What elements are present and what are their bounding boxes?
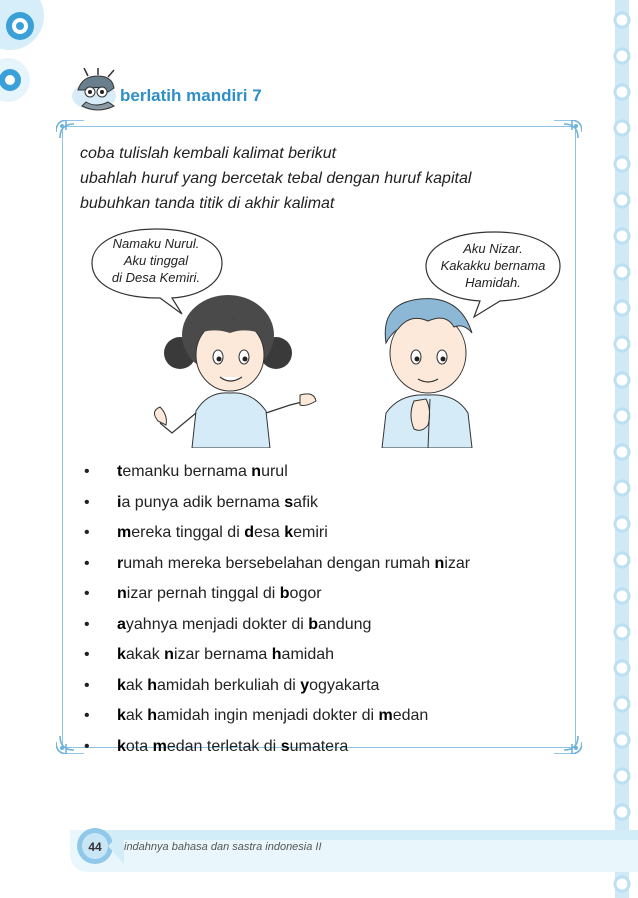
- bold-letter: n: [117, 585, 127, 603]
- bold-letter: a: [117, 615, 126, 633]
- sentence-text: [117, 707, 428, 725]
- bubble-line: Kakakku bernama: [440, 258, 546, 273]
- speech-bubble-left-text: [92, 235, 220, 286]
- children-illustration: [150, 283, 520, 448]
- chain-ring: [615, 121, 629, 135]
- sentence-item: [84, 610, 470, 641]
- bold-letter: r: [117, 554, 124, 572]
- chain-ring: [615, 553, 629, 567]
- bold-letter: m: [117, 524, 132, 542]
- sentence-fragment: ota: [125, 737, 153, 755]
- chain-ring: [615, 85, 629, 99]
- bold-letter: m: [152, 737, 167, 755]
- chain-ring: [615, 301, 629, 315]
- chain-ring: [615, 769, 629, 783]
- bold-letter: t: [117, 463, 123, 481]
- sentence-item: [84, 701, 470, 732]
- sentence-fragment: ogor: [289, 585, 322, 603]
- bold-letter: s: [280, 737, 290, 755]
- chain-ring: [615, 265, 629, 279]
- sentence-text: [117, 524, 328, 542]
- sentence-item: [84, 518, 470, 549]
- sentence-fragment: izar pernah tinggal di: [126, 585, 280, 603]
- instruction-line: coba tulislah kembali kalimat berikut: [80, 145, 337, 162]
- sentence-item: [84, 457, 470, 488]
- bullet-marker: •: [84, 737, 90, 755]
- girl-figure: [154, 295, 316, 448]
- sentence-fragment: afik: [293, 493, 319, 511]
- sentence-fragment: edan: [392, 707, 429, 725]
- bold-letter: m: [378, 707, 393, 725]
- section-title: berlatih mandiri 7: [120, 86, 262, 105]
- sentence-text: [117, 677, 379, 695]
- chain-ring: [615, 517, 629, 531]
- sentence-item: [84, 488, 470, 519]
- corner-decoration: [0, 0, 70, 110]
- sentence-fragment: yahnya menjadi dokter di: [125, 615, 309, 633]
- bold-letter: h: [147, 707, 158, 725]
- bullet-marker: •: [84, 554, 90, 572]
- sentence-fragment: umatera: [289, 737, 349, 755]
- sentence-item: [84, 579, 470, 610]
- chain-ring: [615, 373, 629, 387]
- sentence-fragment: urul: [261, 463, 288, 481]
- sentence-text: [117, 585, 322, 603]
- instruction-line: bubuhkan tanda titik di akhir kalimat: [80, 195, 335, 212]
- sentence-item: [84, 732, 470, 763]
- bubble-line: Aku Nizar.: [463, 241, 523, 256]
- bold-letter: k: [117, 707, 126, 725]
- book-title: indahnya bahasa dan sastra indonesia II: [124, 841, 322, 853]
- sentence-fragment: izar: [444, 554, 471, 572]
- bubble-line: di Desa Kemiri.: [111, 270, 201, 285]
- bold-letter: k: [117, 737, 126, 755]
- section-header: [68, 68, 468, 118]
- bullet-marker: •: [84, 463, 90, 481]
- sentence-fragment: andung: [318, 615, 372, 633]
- bold-letter: i: [117, 493, 122, 511]
- bold-letter: n: [251, 463, 262, 481]
- bold-letter: k: [117, 676, 126, 694]
- sentence-fragment: ak: [125, 707, 148, 725]
- bold-letter: b: [279, 585, 290, 603]
- bullet-marker: •: [84, 707, 90, 725]
- sentence-item: [84, 671, 470, 702]
- chain-ring: [615, 661, 629, 675]
- bold-letter: k: [284, 524, 294, 542]
- sentence-fragment: amidah ingin menjadi dokter di: [157, 707, 379, 725]
- chain-ring: [615, 409, 629, 423]
- sentence-text: [117, 555, 470, 573]
- bullet-marker: •: [84, 585, 90, 603]
- chain-ring: [615, 49, 629, 63]
- chain-ring: [615, 589, 629, 603]
- sentence-list: [84, 457, 470, 762]
- sentence-fragment: ogyakarta: [309, 676, 380, 694]
- bold-letter: h: [271, 646, 282, 664]
- sentence-fragment: amidah: [281, 646, 335, 664]
- sentence-text: [117, 494, 318, 512]
- chain-ring: [615, 625, 629, 639]
- page-number: 44: [88, 840, 102, 854]
- bold-letter: y: [300, 676, 310, 694]
- sentence-fragment: akak: [125, 646, 165, 664]
- instruction-line: ubahlah huruf yang bercetak tebal dengan huruf kapital: [80, 170, 472, 187]
- instructions: [80, 141, 471, 216]
- sentence-item: [84, 640, 470, 671]
- sentence-text: [117, 616, 371, 634]
- sentence-fragment: ereka tinggal di: [131, 524, 245, 542]
- bubble-line: Hamidah.: [465, 275, 521, 290]
- bubble-line: Aku tinggal: [123, 253, 189, 268]
- bold-letter: k: [117, 646, 126, 664]
- chain-ring: [615, 481, 629, 495]
- sentence-fragment: esa: [253, 524, 285, 542]
- bold-letter: h: [147, 676, 158, 694]
- bullet-marker: •: [84, 493, 90, 511]
- chain-ring: [615, 229, 629, 243]
- sentence-fragment: izar bernama: [173, 646, 272, 664]
- sentence-fragment: umah mereka bersebelahan dengan rumah: [123, 554, 435, 572]
- sentence-text: [117, 646, 334, 664]
- bold-letter: n: [434, 554, 445, 572]
- binding-chain-decoration: [598, 0, 638, 898]
- bold-letter: n: [164, 646, 174, 664]
- chain-ring: [615, 157, 629, 171]
- bullet-marker: •: [84, 615, 90, 633]
- sentence-fragment: emanku bernama: [122, 463, 252, 481]
- chain-ring: [615, 337, 629, 351]
- sentence-fragment: edan terletak di: [166, 737, 281, 755]
- chain-ring: [615, 733, 629, 747]
- bullet-marker: •: [84, 646, 90, 664]
- sentence-item: [84, 549, 470, 580]
- bubble-line: Namaku Nurul.: [112, 236, 200, 251]
- sentence-text: [117, 738, 348, 756]
- sentence-text: [117, 463, 288, 481]
- sentence-fragment: ak: [125, 676, 148, 694]
- bullet-marker: •: [84, 676, 90, 694]
- chain-ring: [615, 193, 629, 207]
- bold-letter: s: [284, 493, 294, 511]
- bullet-marker: •: [84, 524, 90, 542]
- sentence-fragment: amidah berkuliah di: [157, 676, 301, 694]
- bold-letter: d: [244, 524, 254, 542]
- chain-ring: [615, 697, 629, 711]
- chain-ring: [615, 445, 629, 459]
- boy-figure: [382, 299, 472, 448]
- sentence-fragment: a punya adik bernama: [121, 493, 285, 511]
- mascot-icon: [68, 68, 124, 114]
- bold-letter: b: [308, 615, 319, 633]
- sentence-fragment: emiri: [293, 524, 328, 542]
- chain-ring: [615, 13, 629, 27]
